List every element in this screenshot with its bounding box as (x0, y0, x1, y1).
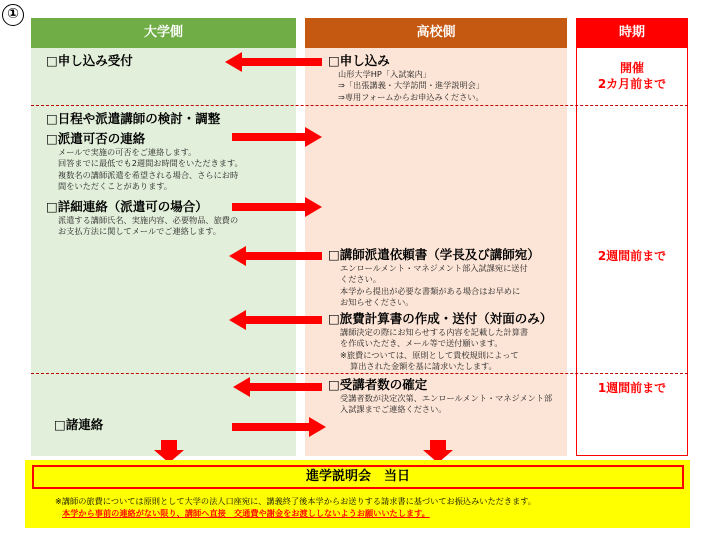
travel-statement-title: □旅費計算書の作成・送付（対面のみ） (328, 311, 553, 326)
timing-2-months-line2: 2カ月前まで (597, 77, 667, 91)
arrow-travel-statement-to-university (229, 310, 322, 330)
arrow-attendee-count-to-university (233, 377, 322, 397)
attendee-count-title: □受講者数の確定 (328, 377, 428, 392)
dispatch-request-desc: エンロールメント・マネジメント部入試課宛に送付 ください。 本学から提出が必要な書類がある場合はお早めに お知らせください。 (340, 263, 528, 308)
step-number: ① (2, 4, 24, 26)
arrow-dispatch-notice-to-high-school (232, 127, 322, 147)
dispatch-notice-title: □派遣可否の連絡 (46, 131, 146, 146)
detail-contact-desc: 派遣する講師氏名、実施内容、必要物品、旅費の お支払方法に関してメールでご連絡します。 (58, 215, 239, 237)
high-school-column-header: 高校側 (305, 18, 567, 48)
application-received-step: □申し込み受付 (46, 53, 133, 68)
university-column-header: 大学側 (31, 18, 296, 48)
attendee-count-desc: 受講者数が決定次第、エンロールメント・マネジメント部 入試課までご連絡ください。 (340, 393, 553, 415)
application-title: □申し込み (328, 53, 390, 68)
timing-2-months-line1: 開催 (619, 61, 644, 75)
timing-2-weeks: 2週間前まで (597, 249, 667, 263)
event-day-title: 進学説明会 当日 (32, 465, 684, 489)
dispatch-notice-desc: メールで実施の可否をご連絡します。 回答までに最低でも2週間お時間をいただきます。 複数名の講師派遣を希望される場合、さらにお時 間をいただくことがあります。 (58, 147, 243, 192)
misc-contact-step: □諸連絡 (54, 417, 104, 432)
travel-payment-note: ※講師の旅費については原則として大学の法人口座宛に、講義終了後本学からお送りする請求書に基づいてお振込みいただきます。 (55, 496, 536, 506)
travel-statement-desc: 講師決定の際にお知らせする内容を記載した計算書 を作成いただき、メール等で送付願います。 ※旅費については、原則として貴校規則によって 算出された金額を基に請求いたします。 (340, 327, 529, 372)
timing-column-header: 時期 (576, 18, 688, 48)
arrow-misc-contact-to-high-school (232, 417, 326, 437)
detail-contact-title: □詳細連絡（派遣可の場合） (46, 199, 208, 214)
timing-1-week: 1週間前まで (597, 381, 667, 395)
arrow-dispatch-request-to-university (229, 246, 322, 266)
arrow-application-to-university (225, 52, 322, 72)
schedule-review-step: □日程や派遣講師の検討・調整 (46, 111, 221, 126)
no-direct-payment-note: 本学から事前の連絡がない限り、講師へ直接 交通費や謝金をお渡ししないようお願いいたします。 (62, 508, 430, 518)
arrow-detail-contact-to-high-school (232, 197, 322, 217)
dispatch-request-title: □講師派遣依頼書（学長及び講師宛） (328, 247, 540, 262)
application-desc: 山形大学HP「入試案内」 ⇒「出張講義・大学訪問・進学説明会」 ⇒専用フォームからお申込みください。 (338, 69, 485, 102)
